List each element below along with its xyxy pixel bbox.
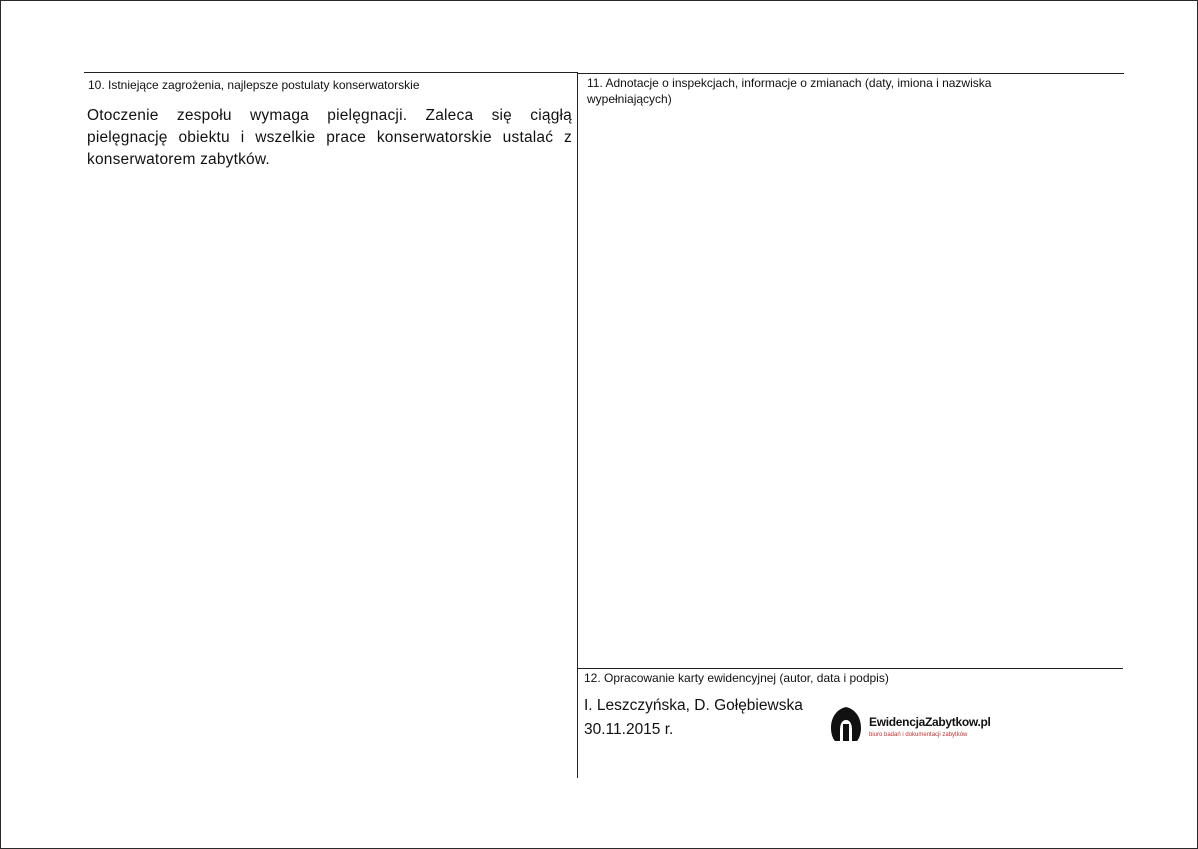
card-date: 30.11.2015 r. (584, 721, 674, 738)
section-12-top-rule (577, 668, 1123, 669)
author-names: I. Leszczyńska, D. Gołębiewska (584, 697, 803, 714)
stamp-subtitle: biuro badań i dokumentacji zabytków (869, 731, 968, 738)
column-divider (577, 72, 578, 778)
section-10-text: Otoczenie zespołu wymaga pielęgnacji. Zaleca się ciągłą pielęgnację obiektu i wszelkie prace konserwatorskie ustalać z konserwatorem zabytków. (87, 107, 572, 168)
section-11-top-rule (577, 73, 1124, 74)
stamp-title: EwidencjaZabytkow.pl (869, 714, 991, 729)
stamp-logo (829, 706, 991, 747)
section-12-heading: 12. Opracowanie karty ewidencyjnej (autor, data i podpis) (584, 671, 889, 685)
section-10-heading: 10. Istniejące zagrożenia, najlepsze postulaty konserwatorskie (88, 78, 420, 92)
section-11-heading: 11. Adnotacje o inspekcjach, informacje o zmianach (daty, imiona i nazwiska wypełniających) (587, 76, 992, 106)
section-10-top-rule (84, 72, 577, 73)
monument-silhouette-icon (829, 706, 863, 747)
